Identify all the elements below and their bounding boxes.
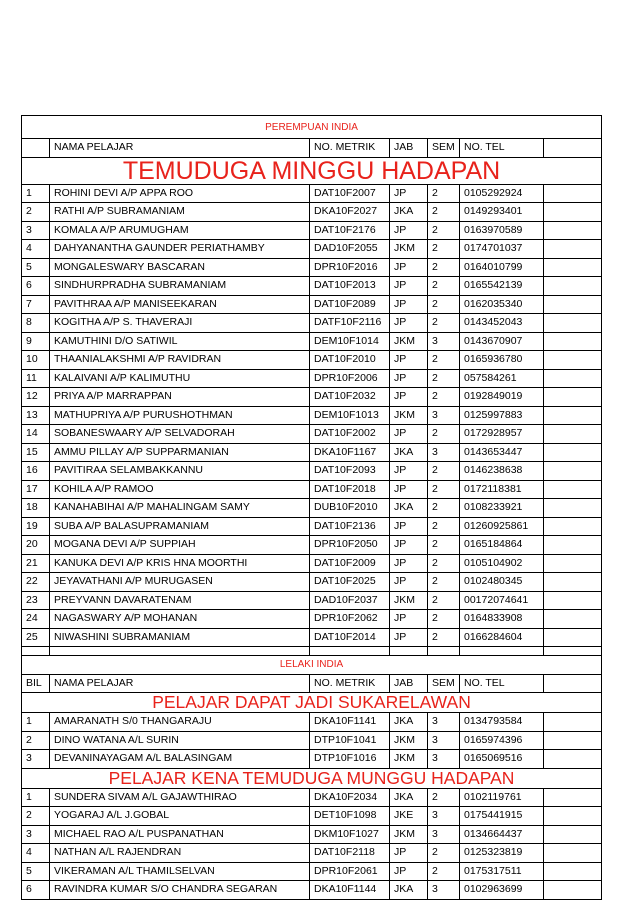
department: JP bbox=[390, 573, 428, 592]
metric-number: DET10F1098 bbox=[310, 807, 390, 826]
student-name: ROHINI DEVI A/P APPA ROO bbox=[50, 184, 310, 203]
row-number: 2 bbox=[22, 731, 50, 750]
student-name: RATHI A/P SUBRAMANIAM bbox=[50, 203, 310, 222]
department: JKA bbox=[390, 788, 428, 807]
student-name: DEVANINAYAGAM A/L BALASINGAM bbox=[50, 750, 310, 769]
row-number: 5 bbox=[22, 258, 50, 277]
phone-number: 0102963699 bbox=[460, 881, 544, 900]
table-row bbox=[22, 844, 602, 863]
female-section-title: PEREMPUAN INDIA bbox=[22, 116, 602, 139]
semester: 2 bbox=[428, 628, 460, 647]
row-number: 17 bbox=[22, 480, 50, 499]
row-number: 15 bbox=[22, 443, 50, 462]
row-number: 16 bbox=[22, 462, 50, 481]
metric-number: DKA10F2027 bbox=[310, 203, 390, 222]
student-name: SINDHURPRADHA SUBRAMANIAM bbox=[50, 277, 310, 296]
extra-cell bbox=[544, 628, 602, 647]
row-number: 12 bbox=[22, 388, 50, 407]
table-row bbox=[22, 406, 602, 425]
row-number: 9 bbox=[22, 332, 50, 351]
extra-cell bbox=[544, 750, 602, 769]
row-number: 5 bbox=[22, 862, 50, 881]
table-row bbox=[22, 295, 602, 314]
extra-cell bbox=[544, 610, 602, 629]
table-row bbox=[22, 499, 602, 518]
phone-number: 0125997883 bbox=[460, 406, 544, 425]
semester: 3 bbox=[428, 807, 460, 826]
phone-number: 0162035340 bbox=[460, 295, 544, 314]
department: JKM bbox=[390, 825, 428, 844]
semester: 3 bbox=[428, 406, 460, 425]
department: JP bbox=[390, 221, 428, 240]
phone-number: 0102119761 bbox=[460, 788, 544, 807]
semester: 2 bbox=[428, 610, 460, 629]
bil-header: BIL bbox=[22, 674, 50, 693]
department: JP bbox=[390, 314, 428, 333]
tel-header: NO. TEL bbox=[460, 674, 544, 693]
phone-number: 0165936780 bbox=[460, 351, 544, 370]
department: JP bbox=[390, 862, 428, 881]
phone-number: 0192849019 bbox=[460, 388, 544, 407]
metric-number: DKA10F1144 bbox=[310, 881, 390, 900]
student-name: DAHYANANTHA GAUNDER PERIATHAMBY bbox=[50, 240, 310, 259]
table-row bbox=[22, 332, 602, 351]
department: JKA bbox=[390, 713, 428, 732]
department: JP bbox=[390, 517, 428, 536]
extra-cell bbox=[544, 184, 602, 203]
extra-cell bbox=[544, 807, 602, 826]
student-name: NAGASWARY A/P MOHANAN bbox=[50, 610, 310, 629]
table-row bbox=[22, 240, 602, 259]
table-row bbox=[22, 462, 602, 481]
metric-number: DAT10F2009 bbox=[310, 554, 390, 573]
phone-number: 0164010799 bbox=[460, 258, 544, 277]
metric-number: DAD10F2037 bbox=[310, 591, 390, 610]
table-row bbox=[22, 573, 602, 592]
table-row bbox=[22, 788, 602, 807]
department: JKM bbox=[390, 591, 428, 610]
metric-number: DAT10F2176 bbox=[310, 221, 390, 240]
female-rows bbox=[22, 184, 602, 647]
phone-number: 0102480345 bbox=[460, 573, 544, 592]
metric-header: NO. METRIK bbox=[310, 139, 390, 158]
volunteer-banner: PELAJAR DAPAT JADI SUKARELAWAN bbox=[22, 693, 602, 713]
student-table bbox=[21, 115, 602, 900]
extra-cell bbox=[544, 462, 602, 481]
extra-cell bbox=[544, 591, 602, 610]
table-row bbox=[22, 277, 602, 296]
table-row bbox=[22, 314, 602, 333]
phone-number: 01260925861 bbox=[460, 517, 544, 536]
row-number: 22 bbox=[22, 573, 50, 592]
extra-cell bbox=[544, 480, 602, 499]
table-row bbox=[22, 517, 602, 536]
table-row bbox=[22, 480, 602, 499]
department: JKA bbox=[390, 499, 428, 518]
row-number: 20 bbox=[22, 536, 50, 555]
extra-cell bbox=[544, 425, 602, 444]
semester: 2 bbox=[428, 203, 460, 222]
phone-number: 0172928957 bbox=[460, 425, 544, 444]
extra-cell bbox=[544, 221, 602, 240]
extra-cell bbox=[544, 443, 602, 462]
row-number: 11 bbox=[22, 369, 50, 388]
student-name: RAVINDRA KUMAR S/O CHANDRA SEGARAN bbox=[50, 881, 310, 900]
metric-number: DAT10F2089 bbox=[310, 295, 390, 314]
department: JKE bbox=[390, 807, 428, 826]
semester: 2 bbox=[428, 462, 460, 481]
phone-number: 0108233921 bbox=[460, 499, 544, 518]
metric-number: DPR10F2050 bbox=[310, 536, 390, 555]
student-name: AMARANATH S/0 THANGARAJU bbox=[50, 713, 310, 732]
phone-number: 0165184864 bbox=[460, 536, 544, 555]
student-name: PREYVANN DAVARATENAM bbox=[50, 591, 310, 610]
metric-number: DAT10F2013 bbox=[310, 277, 390, 296]
extra-cell bbox=[544, 332, 602, 351]
row-number: 23 bbox=[22, 591, 50, 610]
extra-cell bbox=[544, 139, 602, 158]
department: JKM bbox=[390, 332, 428, 351]
tel-header: NO. TEL bbox=[460, 139, 544, 158]
row-number: 18 bbox=[22, 499, 50, 518]
semester: 3 bbox=[428, 713, 460, 732]
phone-number: 0105104902 bbox=[460, 554, 544, 573]
extra-cell bbox=[544, 713, 602, 732]
phone-number: 0165542139 bbox=[460, 277, 544, 296]
student-name: KANUKA DEVI A/P KRIS HNA MOORTHI bbox=[50, 554, 310, 573]
metric-number: DPR10F2061 bbox=[310, 862, 390, 881]
semester: 2 bbox=[428, 277, 460, 296]
table-row bbox=[22, 881, 602, 900]
row-number: 25 bbox=[22, 628, 50, 647]
table-row bbox=[22, 184, 602, 203]
extra-cell bbox=[544, 388, 602, 407]
extra-cell bbox=[544, 825, 602, 844]
semester: 3 bbox=[428, 750, 460, 769]
metric-number: DPR10F2062 bbox=[310, 610, 390, 629]
semester: 2 bbox=[428, 388, 460, 407]
phone-number: 0134664437 bbox=[460, 825, 544, 844]
department: JP bbox=[390, 369, 428, 388]
extra-cell bbox=[544, 295, 602, 314]
extra-cell bbox=[544, 369, 602, 388]
phone-number: 0164833908 bbox=[460, 610, 544, 629]
row-number: 14 bbox=[22, 425, 50, 444]
row-number: 24 bbox=[22, 610, 50, 629]
department: JKM bbox=[390, 406, 428, 425]
semester: 2 bbox=[428, 554, 460, 573]
metric-number: DAT10F2002 bbox=[310, 425, 390, 444]
department: JP bbox=[390, 425, 428, 444]
row-number: 3 bbox=[22, 825, 50, 844]
extra-cell bbox=[544, 277, 602, 296]
semester: 2 bbox=[428, 221, 460, 240]
department: JP bbox=[390, 628, 428, 647]
table-row bbox=[22, 807, 602, 826]
table-row bbox=[22, 258, 602, 277]
semester: 3 bbox=[428, 825, 460, 844]
metric-number: DAD10F2055 bbox=[310, 240, 390, 259]
semester: 2 bbox=[428, 295, 460, 314]
extra-cell bbox=[544, 844, 602, 863]
row-number: 21 bbox=[22, 554, 50, 573]
row-number: 6 bbox=[22, 277, 50, 296]
department: JP bbox=[390, 462, 428, 481]
extra-cell bbox=[544, 406, 602, 425]
table-row bbox=[22, 862, 602, 881]
semester: 2 bbox=[428, 240, 460, 259]
semester: 3 bbox=[428, 443, 460, 462]
semester: 2 bbox=[428, 591, 460, 610]
student-name: PAVITIRAA SELAMBAKKANNU bbox=[50, 462, 310, 481]
phone-number: 00172074641 bbox=[460, 591, 544, 610]
phone-number: 0143452043 bbox=[460, 314, 544, 333]
student-name: MICHAEL RAO A/L PUSPANATHAN bbox=[50, 825, 310, 844]
metric-number: DEM10F1013 bbox=[310, 406, 390, 425]
extra-cell bbox=[544, 517, 602, 536]
student-name: KOHILA A/P RAMOO bbox=[50, 480, 310, 499]
table-row bbox=[22, 713, 602, 732]
male-section-title: LELAKI INDIA bbox=[22, 656, 602, 675]
table-row bbox=[22, 750, 602, 769]
table-row bbox=[22, 388, 602, 407]
phone-number: 0125323819 bbox=[460, 844, 544, 863]
row-number: 3 bbox=[22, 221, 50, 240]
semester: 2 bbox=[428, 517, 460, 536]
student-name: NATHAN A/L RAJENDRAN bbox=[50, 844, 310, 863]
metric-number: DAT10F2136 bbox=[310, 517, 390, 536]
student-name: SOBANESWAARY A/P SELVADORAH bbox=[50, 425, 310, 444]
semester: 2 bbox=[428, 499, 460, 518]
extra-cell bbox=[544, 674, 602, 693]
student-name: SUBA A/P BALASUPRAMANIAM bbox=[50, 517, 310, 536]
semester: 2 bbox=[428, 351, 460, 370]
department: JKA bbox=[390, 881, 428, 900]
department: JKM bbox=[390, 750, 428, 769]
student-name: VIKERAMAN A/L THAMILSELVAN bbox=[50, 862, 310, 881]
metric-header: NO. METRIK bbox=[310, 674, 390, 693]
semester: 3 bbox=[428, 332, 460, 351]
phone-number: 0146238638 bbox=[460, 462, 544, 481]
metric-number: DEM10F1014 bbox=[310, 332, 390, 351]
semester: 2 bbox=[428, 844, 460, 863]
extra-cell bbox=[544, 203, 602, 222]
metric-number: DPR10F2006 bbox=[310, 369, 390, 388]
phone-number: 0172118381 bbox=[460, 480, 544, 499]
department: JP bbox=[390, 388, 428, 407]
extra-cell bbox=[544, 351, 602, 370]
metric-number: DKA10F2034 bbox=[310, 788, 390, 807]
semester: 2 bbox=[428, 573, 460, 592]
metric-number: DAT10F2018 bbox=[310, 480, 390, 499]
department: JP bbox=[390, 184, 428, 203]
metric-number: DUB10F2010 bbox=[310, 499, 390, 518]
extra-cell bbox=[544, 499, 602, 518]
student-name: KAMUTHINI D/O SATIWIL bbox=[50, 332, 310, 351]
phone-number: 0175317511 bbox=[460, 862, 544, 881]
phone-number: 0134793584 bbox=[460, 713, 544, 732]
table-row bbox=[22, 203, 602, 222]
department: JP bbox=[390, 844, 428, 863]
volunteer-rows bbox=[22, 713, 602, 769]
female-interview-banner: TEMUDUGA MINGGU HADAPAN bbox=[22, 157, 602, 184]
semester: 3 bbox=[428, 881, 460, 900]
phone-number: 0143670907 bbox=[460, 332, 544, 351]
department: JKA bbox=[390, 203, 428, 222]
row-number: 2 bbox=[22, 203, 50, 222]
bil-header bbox=[22, 139, 50, 158]
phone-number: 0166284604 bbox=[460, 628, 544, 647]
name-header: NAMA PELAJAR bbox=[50, 674, 310, 693]
metric-number: DKM10F1027 bbox=[310, 825, 390, 844]
row-number: 7 bbox=[22, 295, 50, 314]
student-name: MATHUPRIYA A/P PURUSHOTHMAN bbox=[50, 406, 310, 425]
table-row bbox=[22, 628, 602, 647]
extra-cell bbox=[544, 788, 602, 807]
department: JP bbox=[390, 277, 428, 296]
row-number: 4 bbox=[22, 240, 50, 259]
row-number: 13 bbox=[22, 406, 50, 425]
student-name: KOMALA A/P ARUMUGHAM bbox=[50, 221, 310, 240]
department: JP bbox=[390, 610, 428, 629]
department: JP bbox=[390, 536, 428, 555]
metric-number: DKA10F1141 bbox=[310, 713, 390, 732]
semester: 3 bbox=[428, 731, 460, 750]
table-row bbox=[22, 369, 602, 388]
phone-number: 0165069516 bbox=[460, 750, 544, 769]
row-number: 1 bbox=[22, 713, 50, 732]
table-row bbox=[22, 425, 602, 444]
sem-header: SEM bbox=[428, 674, 460, 693]
student-name: KANAHABIHAI A/P MAHALINGAM SAMY bbox=[50, 499, 310, 518]
row-number: 8 bbox=[22, 314, 50, 333]
row-number: 6 bbox=[22, 881, 50, 900]
student-name: NIWASHINI SUBRAMANIAM bbox=[50, 628, 310, 647]
jab-header: JAB bbox=[390, 139, 428, 158]
phone-number: 057584261 bbox=[460, 369, 544, 388]
jab-header: JAB bbox=[390, 674, 428, 693]
extra-cell bbox=[544, 862, 602, 881]
extra-cell bbox=[544, 731, 602, 750]
semester: 2 bbox=[428, 314, 460, 333]
department: JP bbox=[390, 351, 428, 370]
phone-number: 0175441915 bbox=[460, 807, 544, 826]
metric-number: DKA10F1167 bbox=[310, 443, 390, 462]
student-name: AMMU PILLAY A/P SUPPARMANIAN bbox=[50, 443, 310, 462]
student-name: KOGITHA A/P S. THAVERAJI bbox=[50, 314, 310, 333]
phone-number: 0143653447 bbox=[460, 443, 544, 462]
table-row bbox=[22, 443, 602, 462]
table-row bbox=[22, 351, 602, 370]
row-number: 1 bbox=[22, 788, 50, 807]
student-name: SUNDERA SIVAM A/L GAJAWTHIRAO bbox=[50, 788, 310, 807]
metric-number: DAT10F2014 bbox=[310, 628, 390, 647]
table-row bbox=[22, 536, 602, 555]
extra-cell bbox=[544, 314, 602, 333]
metric-number: DAT10F2093 bbox=[310, 462, 390, 481]
phone-number: 0163970589 bbox=[460, 221, 544, 240]
student-name: YOGARAJ A/L J.GOBAL bbox=[50, 807, 310, 826]
male-header-row bbox=[22, 674, 602, 693]
table-row bbox=[22, 554, 602, 573]
table-row bbox=[22, 610, 602, 629]
phone-number: 0149293401 bbox=[460, 203, 544, 222]
semester: 2 bbox=[428, 536, 460, 555]
interview-rows bbox=[22, 788, 602, 899]
row-number: 2 bbox=[22, 807, 50, 826]
semester: 2 bbox=[428, 425, 460, 444]
student-name: THAANIALAKSHMI A/P RAVIDRAN bbox=[50, 351, 310, 370]
student-name: JEYAVATHANI A/P MURUGASEN bbox=[50, 573, 310, 592]
student-name: PRIYA A/P MARRAPPAN bbox=[50, 388, 310, 407]
metric-number: DAT10F2032 bbox=[310, 388, 390, 407]
row-number: 10 bbox=[22, 351, 50, 370]
table-row bbox=[22, 591, 602, 610]
semester: 2 bbox=[428, 788, 460, 807]
row-number: 19 bbox=[22, 517, 50, 536]
phone-number: 0105292924 bbox=[460, 184, 544, 203]
semester: 2 bbox=[428, 480, 460, 499]
semester: 2 bbox=[428, 369, 460, 388]
semester: 2 bbox=[428, 258, 460, 277]
extra-cell bbox=[544, 536, 602, 555]
extra-cell bbox=[544, 554, 602, 573]
department: JKA bbox=[390, 443, 428, 462]
semester: 2 bbox=[428, 862, 460, 881]
department: JP bbox=[390, 295, 428, 314]
extra-cell bbox=[544, 881, 602, 900]
student-name: MOGANA DEVI A/P SUPPIAH bbox=[50, 536, 310, 555]
spacer-row bbox=[22, 647, 602, 656]
metric-number: DAT10F2007 bbox=[310, 184, 390, 203]
extra-cell bbox=[544, 258, 602, 277]
semester: 2 bbox=[428, 184, 460, 203]
metric-number: DAT10F2118 bbox=[310, 844, 390, 863]
student-name: MONGALESWARY BASCARAN bbox=[50, 258, 310, 277]
row-number: 1 bbox=[22, 184, 50, 203]
metric-number: DTP10F1041 bbox=[310, 731, 390, 750]
sem-header: SEM bbox=[428, 139, 460, 158]
student-name: DINO WATANA A/L SURIN bbox=[50, 731, 310, 750]
row-number: 3 bbox=[22, 750, 50, 769]
table-row bbox=[22, 221, 602, 240]
metric-number: DPR10F2016 bbox=[310, 258, 390, 277]
department: JP bbox=[390, 258, 428, 277]
metric-number: DATF10F2116 bbox=[310, 314, 390, 333]
phone-number: 0165974396 bbox=[460, 731, 544, 750]
metric-number: DAT10F2025 bbox=[310, 573, 390, 592]
student-name: KALAIVANI A/P KALIMUTHU bbox=[50, 369, 310, 388]
department: JP bbox=[390, 480, 428, 499]
metric-number: DTP10F1016 bbox=[310, 750, 390, 769]
department: JKM bbox=[390, 731, 428, 750]
table-row bbox=[22, 731, 602, 750]
extra-cell bbox=[544, 240, 602, 259]
department: JP bbox=[390, 554, 428, 573]
department: JKM bbox=[390, 240, 428, 259]
name-header: NAMA PELAJAR bbox=[50, 139, 310, 158]
table-row bbox=[22, 825, 602, 844]
male-interview-banner: PELAJAR KENA TEMUDUGA MUNGGU HADAPAN bbox=[22, 768, 602, 788]
phone-number: 0174701037 bbox=[460, 240, 544, 259]
female-header-row bbox=[22, 139, 602, 158]
row-number: 4 bbox=[22, 844, 50, 863]
metric-number: DAT10F2010 bbox=[310, 351, 390, 370]
extra-cell bbox=[544, 573, 602, 592]
student-name: PAVITHRAA A/P MANISEEKARAN bbox=[50, 295, 310, 314]
